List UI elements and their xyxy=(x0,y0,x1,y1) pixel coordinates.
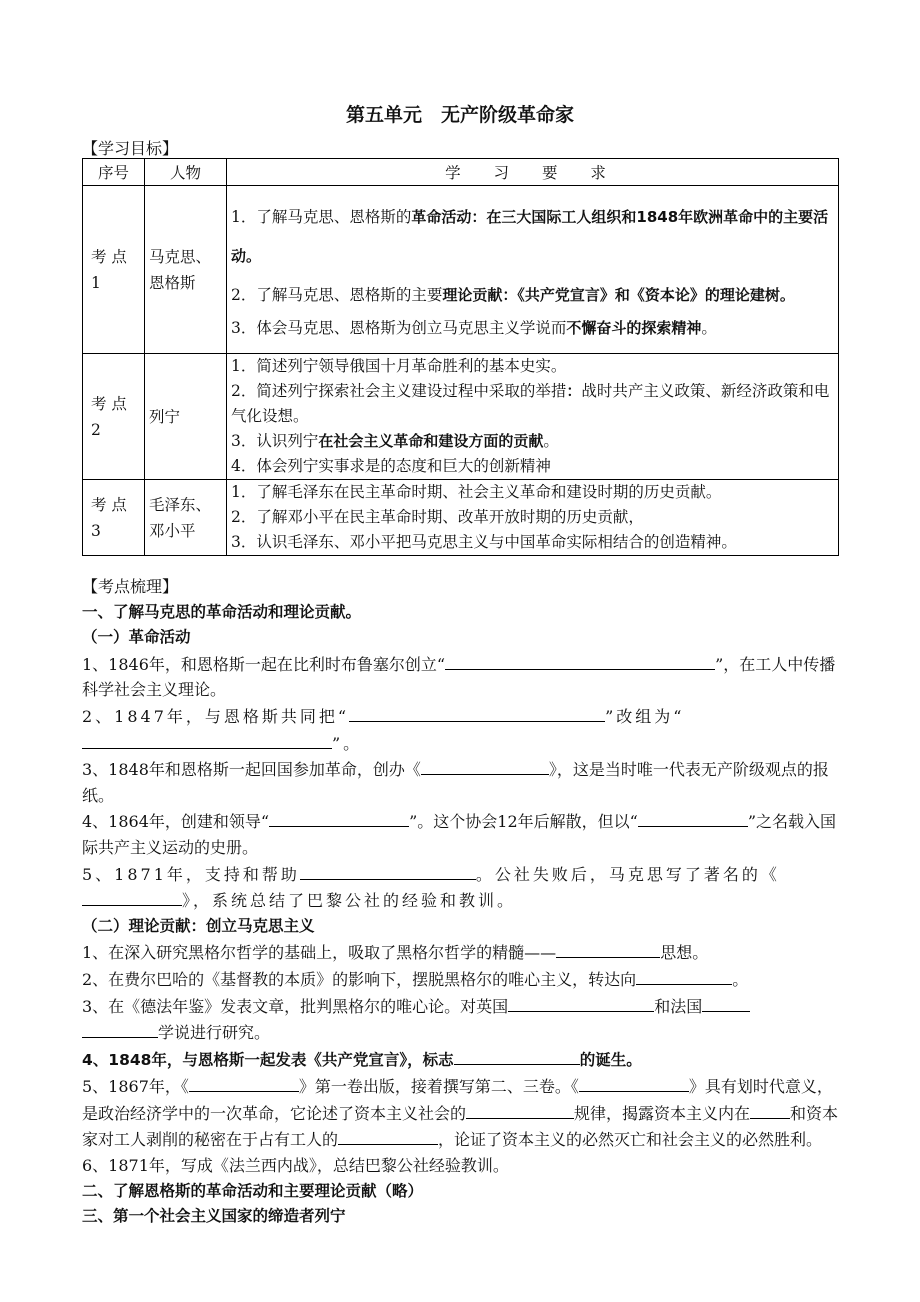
blank[interactable] xyxy=(300,861,476,880)
item-1847: 2、1847年，与恩格斯共同把“ ”改组为“”。 xyxy=(82,703,842,756)
table-row xyxy=(83,186,839,354)
blank[interactable] xyxy=(556,939,660,958)
blank[interactable] xyxy=(269,808,409,827)
header-requirements: 学 习 要 求 xyxy=(227,159,839,186)
table-row xyxy=(83,354,839,480)
requirement-item: 1．了解马克思、恩格斯的革命活动：在三大国际工人组织和1848年欧洲革命中的主要活动。 xyxy=(231,208,829,265)
theory-item-2: 2、在费尔巴哈的《基督教的本质》的影响下，摆脱黑格尔的唯心主义，转达向 。 xyxy=(82,966,842,993)
blank[interactable] xyxy=(466,1100,574,1119)
row-requirements xyxy=(227,186,839,354)
blank[interactable] xyxy=(445,651,715,670)
requirement-item: 3．体会马克思、恩格斯为创立马克思主义学说而不懈奋斗的探索精神。 xyxy=(231,319,717,337)
blank[interactable] xyxy=(638,808,748,827)
heading-engels: 二、了解恩格斯的革命活动和主要理论贡献（略） xyxy=(82,1181,424,1200)
requirement-item: 1．了解毛泽东在民主革命时期、社会主义革命和建设时期的历史贡献。 xyxy=(231,483,722,501)
item-1846: 1、1846年，和恩格斯一起在比利时布鲁塞尔创立“ ”，在工人中传播科学社会主义理论。 xyxy=(82,651,842,703)
requirement-item: 3．认识毛泽东、邓小平把马克思主义与中国革命实际相结合的创造精神。 xyxy=(231,533,737,551)
review-section xyxy=(82,574,842,1230)
subheading-theory: （二）理论贡献：创立马克思主义 xyxy=(82,916,315,935)
blank[interactable] xyxy=(189,1073,299,1092)
page-title: 第五单元 无产阶级革命家 xyxy=(345,104,574,126)
theory-item-6: 6、1871年，写成《法兰西内战》，总结巴黎公社经验教训。 xyxy=(82,1156,509,1176)
blank[interactable] xyxy=(702,993,750,1012)
blank[interactable] xyxy=(579,1073,689,1092)
theory-item-4: 4、1848年，与恩格斯一起发表《共产党宣言》，标志 的诞生。 xyxy=(82,1046,842,1074)
row-person: 马克思、恩格斯 xyxy=(145,186,227,354)
requirement-item: 3．认识列宁在社会主义革命和建设方面的贡献。 xyxy=(231,432,559,450)
blank[interactable] xyxy=(454,1046,580,1065)
row-person: 列宁 xyxy=(145,354,227,480)
table-header-row xyxy=(83,159,839,186)
header-person: 人物 xyxy=(145,159,227,186)
blank[interactable] xyxy=(82,887,182,906)
requirement-item: 2．简述列宁探索社会主义建设过程中采取的举措：战时共产主义政策、新经济政策和电气化设想。 xyxy=(231,382,830,425)
blank[interactable] xyxy=(508,993,654,1012)
row-number: 考 点 2 xyxy=(83,354,145,480)
item-1848: 3、1848年和恩格斯一起回国参加革命，创办《 》，这是当时唯一代表无产阶级观点的报纸。 xyxy=(82,756,842,808)
learning-goals-table xyxy=(82,158,839,556)
blank[interactable] xyxy=(421,756,549,775)
item-1871: 5、1871年，支持和帮助 。公社失败后，马克思写了著名的《》，系统总结了巴黎公社的经验和教训。 xyxy=(82,861,842,914)
blank[interactable] xyxy=(338,1126,438,1145)
blank[interactable] xyxy=(750,1100,790,1119)
blank[interactable] xyxy=(82,730,332,749)
row-person: 毛泽东、邓小平 xyxy=(145,480,227,556)
theory-item-5: 5、1867年，《 》第一卷出版，接着撰写第二、三卷。《 》具有划时代意义，是政治经济学中的一次革命，它论述了资本主义社会的 规律，揭露资本主义内在 和资本家对工人剥削的秘密在于占有工人的 ，论证了资本主义的必然灭亡和社会主义的必然胜利。 xyxy=(82,1073,842,1153)
requirement-item: 4．体会列宁实事求是的态度和巨大的创新精神 xyxy=(231,457,551,475)
row-requirements xyxy=(227,480,839,556)
table-row xyxy=(83,480,839,556)
blank[interactable] xyxy=(636,966,732,985)
requirement-item: 1．简述列宁领导俄国十月革命胜利的基本史实。 xyxy=(231,357,567,375)
row-requirements xyxy=(227,354,839,480)
theory-item-1: 1、在深入研究黑格尔哲学的基础上，吸取了黑格尔哲学的精髓—— 思想。 xyxy=(82,939,842,966)
heading-lenin: 三、第一个社会主义国家的缔造者列宁 xyxy=(82,1207,346,1226)
requirement-item: 2．了解马克思、恩格斯的主要理论贡献：《共产党宣言》和《资本论》的理论建树。 xyxy=(231,286,795,304)
heading-marx: 一、了解马克思的革命活动和理论贡献。 xyxy=(82,602,362,621)
item-1864: 4、1864年，创建和领导“ ”。这个协会12年后解散，但以“ ”之名载入国际共产主义运动的史册。 xyxy=(82,808,842,860)
requirement-item: 2．了解邓小平在民主革命时期、改革开放时期的历史贡献， xyxy=(231,508,644,526)
subheading-activities: （一）革命活动 xyxy=(82,628,191,647)
blank[interactable] xyxy=(82,1019,158,1038)
blank[interactable] xyxy=(349,703,605,722)
review-label: 【考点梳理】 xyxy=(82,577,179,596)
row-number: 考 点 1 xyxy=(83,186,145,354)
goals-section-label: 【学习目标】 xyxy=(82,139,179,158)
row-number: 考 点 3 xyxy=(83,480,145,556)
header-number: 序号 xyxy=(83,159,145,186)
theory-item-3: 3、在《德法年鉴》发表文章，批判黑格尔的唯心论。对英国 和法国 学说进行研究。 xyxy=(82,993,842,1046)
